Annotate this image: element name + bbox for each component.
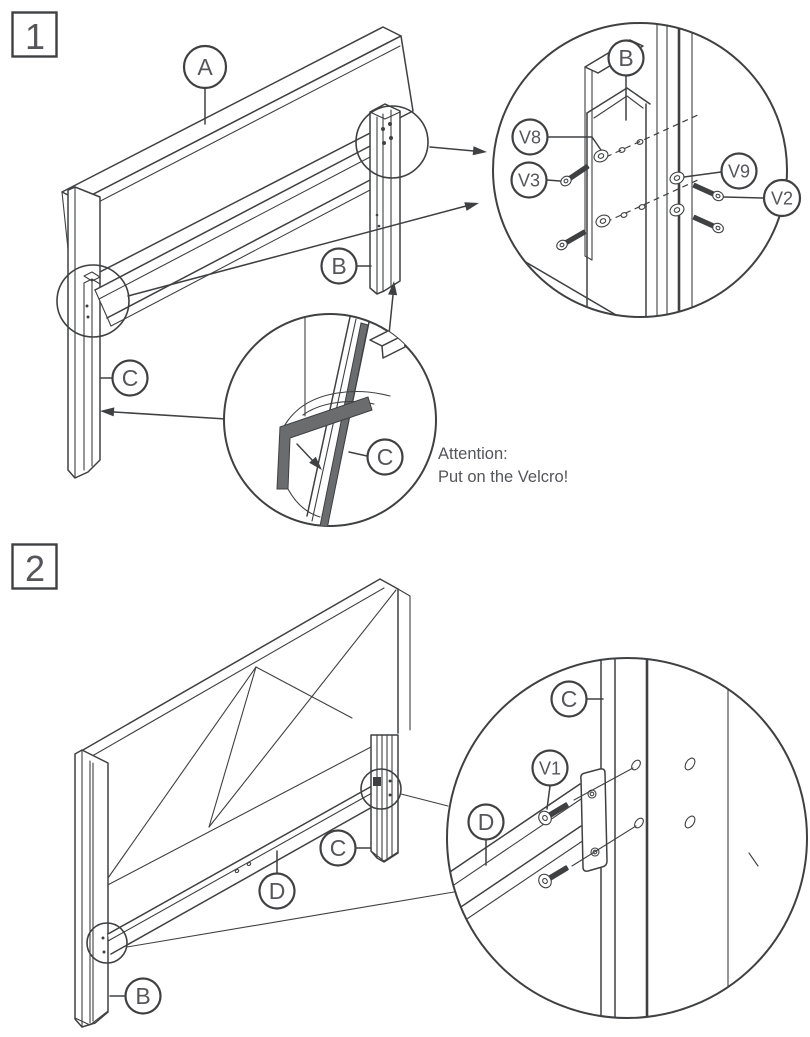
callout-b2-label: B	[135, 983, 151, 1009]
callout-c-label: C	[121, 365, 139, 391]
step-2-section	[13, 545, 808, 1028]
hardware-detail-step2	[441, 655, 807, 1020]
callout-b	[322, 249, 372, 284]
detail1-label-v2: V2	[770, 188, 794, 209]
attention-line1: Attention:	[438, 445, 508, 463]
callout-c2-label: C	[329, 835, 347, 861]
post-c-drawing	[68, 187, 100, 478]
callout-c	[101, 361, 148, 396]
detail1-label-v8: V8	[518, 127, 542, 148]
step-1-section	[13, 13, 801, 532]
callout-b-label: B	[331, 253, 347, 279]
arrow-velcro-to-post-c	[114, 412, 226, 419]
post-c2-drawing	[371, 735, 398, 862]
post-b-drawing	[370, 104, 400, 294]
callout-a-label: A	[197, 54, 213, 80]
callout-c2	[321, 831, 372, 866]
detail2-label-d: D	[477, 809, 495, 835]
step-2-number: 2	[24, 548, 46, 589]
callout-d-label: D	[268, 878, 286, 904]
velcro-detail-step1	[224, 314, 436, 531]
detail1-label-b: B	[618, 45, 634, 71]
arrow-post-b-to-detail	[430, 147, 474, 151]
post-b2-drawing	[75, 750, 108, 1027]
detail2-label-v1: V1	[538, 758, 562, 779]
bracket-end-mark	[373, 777, 381, 786]
projection-line-right	[401, 794, 448, 806]
crossbar-d-drawing	[108, 786, 374, 954]
detail2-label-c: C	[560, 686, 578, 712]
step-1-marker	[13, 13, 57, 58]
detail1-label-v3: V3	[517, 170, 541, 191]
panel-back-drawing	[76, 579, 410, 889]
velcro-label-c: C	[376, 444, 394, 470]
step-1-number: 1	[24, 16, 46, 57]
callout-b2	[110, 979, 161, 1014]
detail1-label-v9: V9	[727, 161, 751, 182]
hardware-detail-step1	[493, 20, 800, 331]
step-2-marker	[13, 545, 57, 590]
attention-line2: Put on the Velcro!	[438, 468, 569, 486]
attention-note	[438, 445, 568, 486]
